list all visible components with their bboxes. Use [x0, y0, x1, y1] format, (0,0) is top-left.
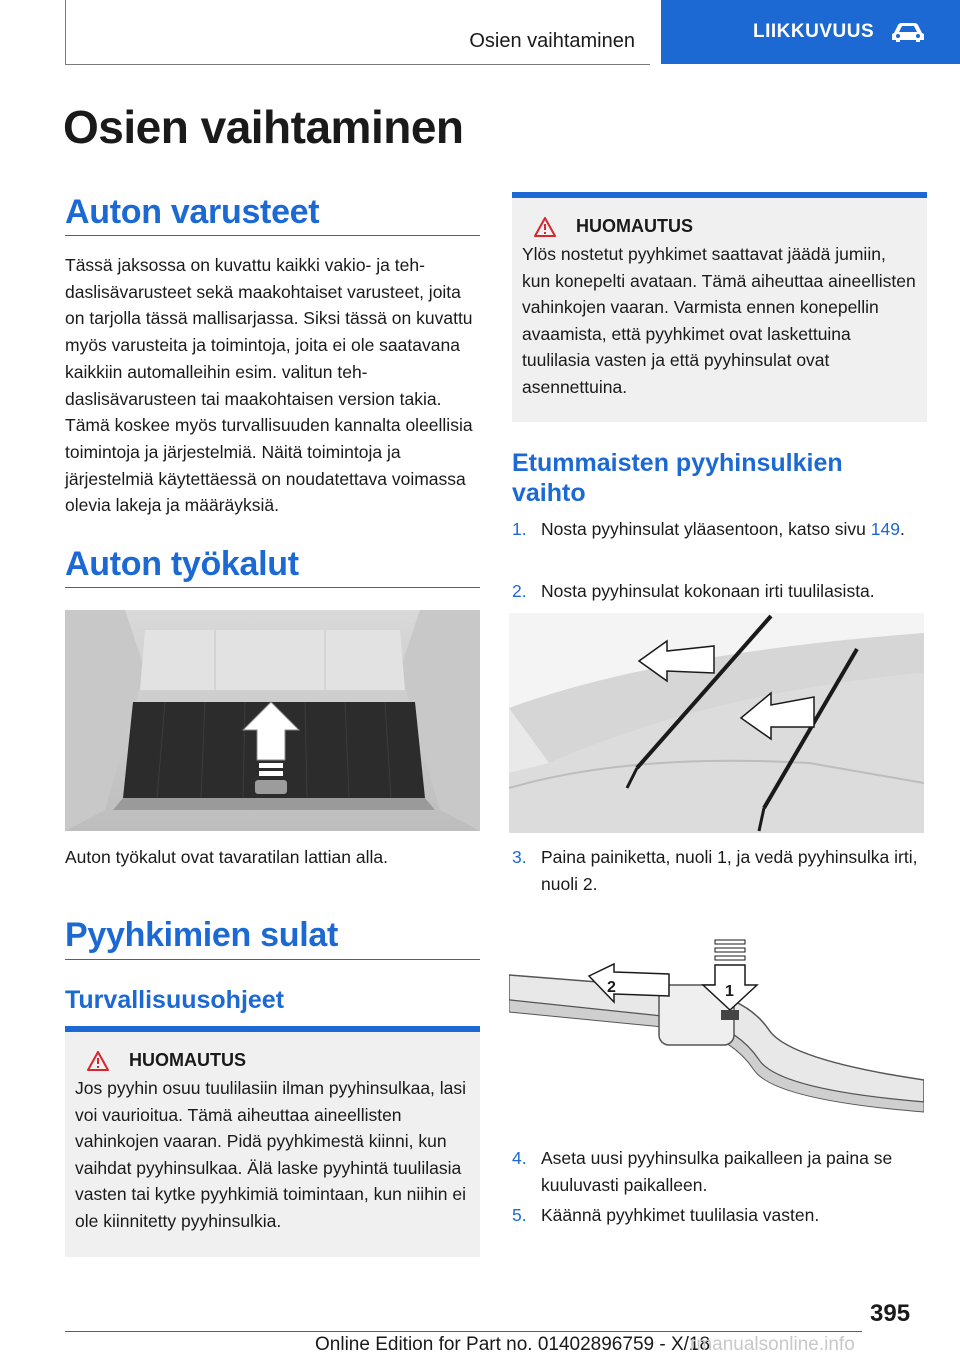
header-chapter-label: LIIKKUVUUS	[753, 21, 875, 42]
step-text: Nosta pyyhinsulat yläasentoon, katso sivu	[541, 519, 871, 539]
heading-auton-varusteet: Auton varusteet	[65, 193, 320, 231]
step-text: Paina painiketta, nuoli 1, ja vedä pyyhinsulka irti, nuoli 2.	[541, 847, 918, 894]
heading-auton-tyokalut: Auton työkalut	[65, 545, 299, 583]
arrow-label-2: 2	[607, 979, 616, 996]
heading-rule	[65, 235, 480, 236]
footer-rule	[65, 1331, 862, 1332]
page-link-149[interactable]: 149	[870, 519, 900, 539]
trunk-floor-image	[65, 610, 480, 831]
header-chapter-tab[interactable]	[661, 0, 960, 64]
step-text: Nosta pyyhinsulat kokonaan irti tuulilasista.	[541, 581, 875, 601]
step-number: 3.	[512, 847, 527, 867]
wiper-blade-release-image	[509, 930, 924, 1130]
step-4	[512, 1145, 932, 1198]
page-title: Osien vaihtaminen	[63, 101, 464, 153]
step-number: 5.	[512, 1205, 527, 1225]
tools-caption: Auton työkalut ovat tavaratilan lattian alla.	[65, 847, 388, 867]
warning-box-1	[65, 1026, 480, 1257]
heading-rule	[65, 959, 480, 960]
heading-rule	[65, 587, 480, 588]
footer-edition: Online Edition for Part no. 01402896759 - X/18	[315, 1334, 711, 1355]
page-number: 395	[870, 1300, 911, 1327]
warning-label: HUOMAUTUS	[129, 1050, 246, 1070]
step-3	[512, 844, 932, 897]
warning-triangle-icon	[534, 217, 556, 237]
step-5	[512, 1202, 932, 1229]
heading-etummaisten-pyyhinsulkien-vaihto: Etummaisten pyyhinsulkien vaihto	[512, 449, 843, 507]
arrow-label-1: 1	[725, 983, 734, 1000]
step-text-end: .	[899, 519, 905, 539]
heading-turvallisuusohjeet: Turvallisuusohjeet	[65, 986, 285, 1014]
step-2	[512, 578, 932, 605]
step-number: 2.	[512, 581, 527, 601]
warning-text: Ylös nostetut pyyhkimet saattavat jäädä jumiin, kun konepelti avataan. Tämä aiheuttaa aineellisten vahinkojen vaaran. Varmista ennen konepellin avaamista, että pyyhkimet ovat laskettuina tuulilasia vasten ja että pyyhinsulat ovat asennettuina.	[522, 244, 916, 397]
step-text: Käännä pyyhkimet tuulilasia vasten.	[541, 1205, 820, 1225]
warning-text: Jos pyyhin osuu tuulilasiin ilman pyyhinsulkaa, lasi voi vaurioitua. Tämä aiheuttaa aineellisten vahinkojen vaaran. Pidä pyyhkimestä kiinni, kun vaihdat pyyhinsulkaa. Älä laske pyyhintä tuulilasia vasten tai kytke pyyhkimiä toimintaan, kun niihin ei ole kiinnitetty pyyhinsulkia.	[75, 1078, 467, 1231]
footer-watermark: rmanualsonline.info	[690, 1334, 855, 1355]
step-number: 4.	[512, 1148, 527, 1168]
heading-pyyhkimien-sulat: Pyyhkimien sulat	[65, 916, 338, 954]
warning-box-2	[512, 192, 927, 422]
step-1	[512, 516, 932, 543]
header-section-title: Osien vaihtaminen	[469, 30, 635, 52]
wiper-windshield-image	[509, 613, 924, 833]
header-divider-left	[65, 0, 66, 64]
warning-label: HUOMAUTUS	[576, 216, 693, 236]
car-icon	[890, 21, 926, 43]
step-text: Aseta uusi pyyhinsulka paikalleen ja paina se kuuluvasti paikalleen.	[541, 1148, 893, 1195]
equipment-paragraph: Tässä jaksossa on kuvattu kaikki vakio- ja tehdaslisävarusteet sekä maakohtaiset varusteet, joita on tarjolla tässä mallisarjassa. Siksi tässä on kuvattu myös varusteita ja toimintoja, joita ei ole saatavana kaikkiin automalleihin esim. valitun tehdaslisävarusteen tai maakohtaisen version takia. Tämä koskee myös turvallisuuden kannalta oleellisia toimintoja ja järjestelmiä. Näitä toimintoja ja järjestelmiä käytettäessä on noudatettava voimassa olevia lakeja ja määräyksiä.	[65, 255, 473, 516]
step-number: 1.	[512, 519, 527, 539]
warning-triangle-icon	[87, 1051, 109, 1071]
header-divider-bottom	[65, 64, 650, 65]
